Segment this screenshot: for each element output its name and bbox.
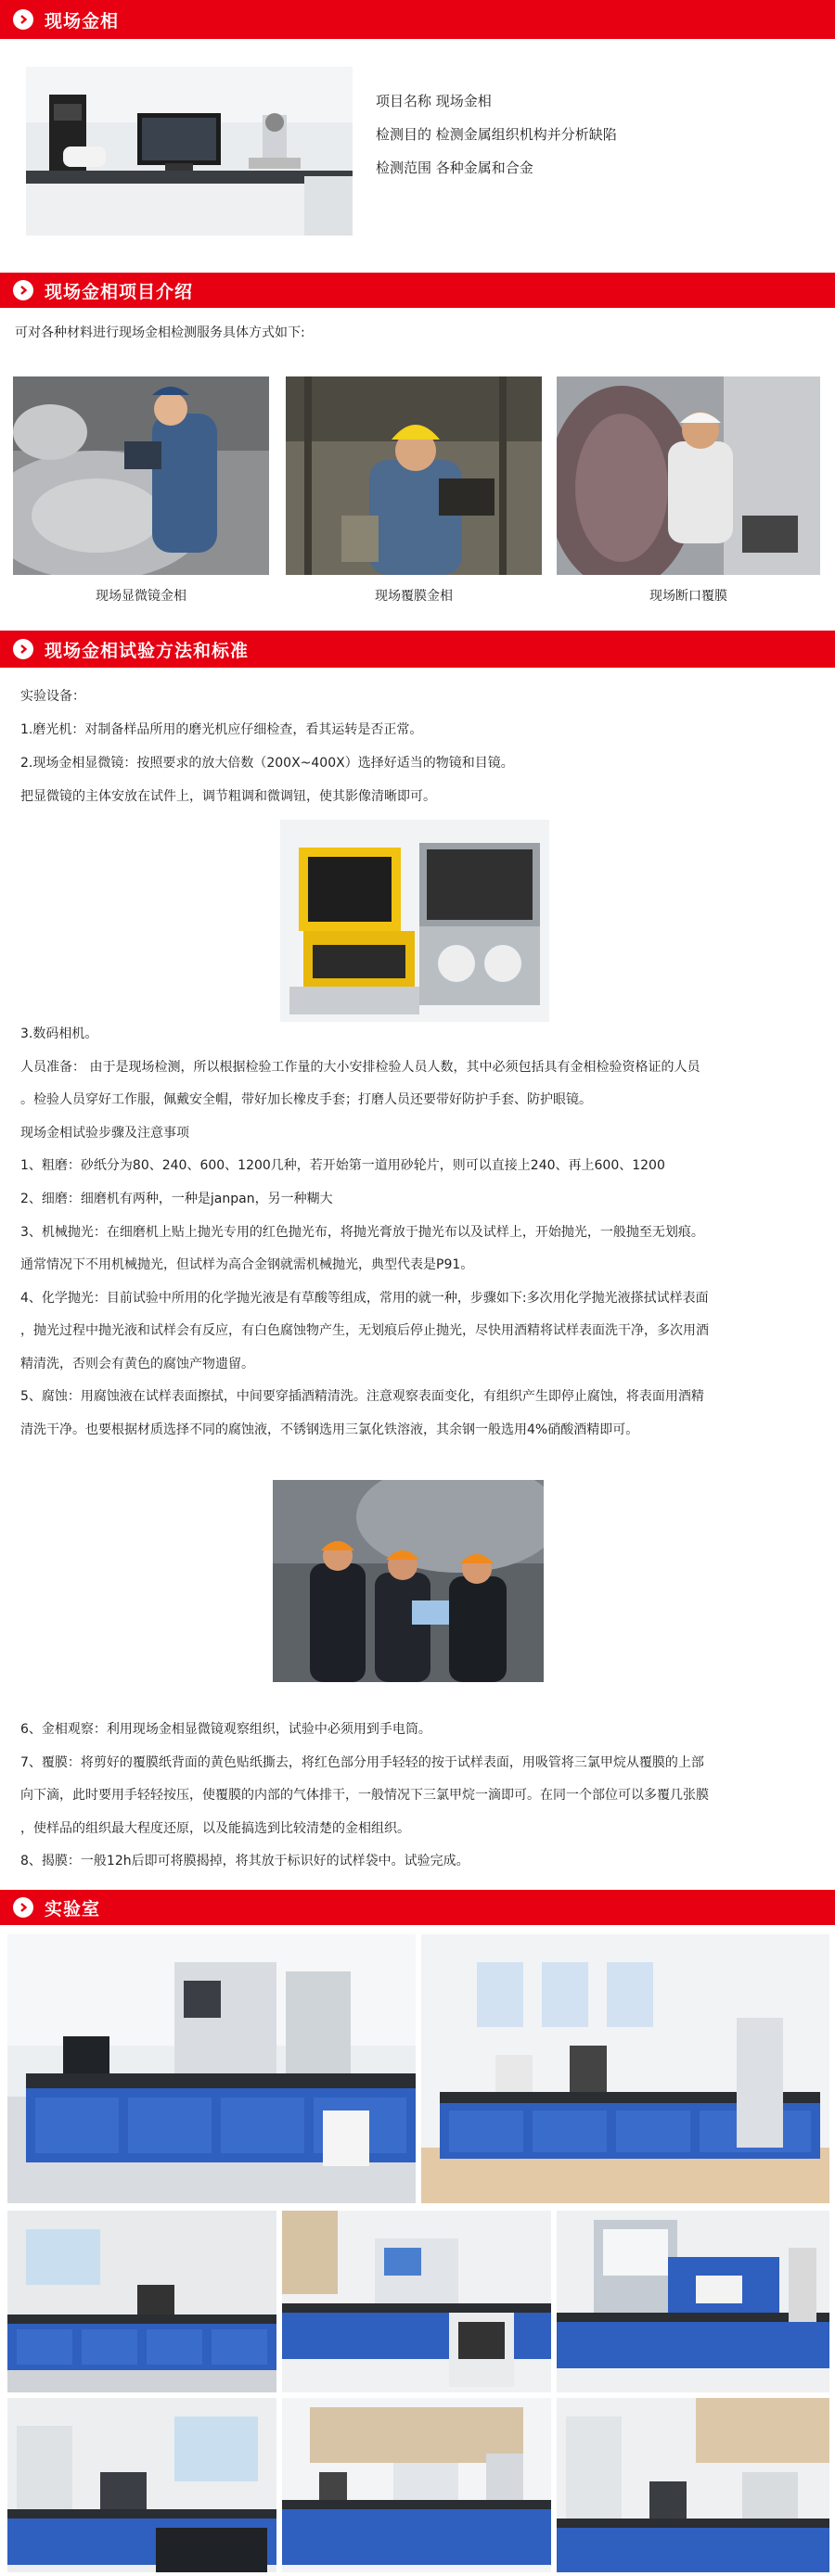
method-text: 2、细磨：细磨机有两种，一种是janpan，另一种糊大	[20, 1192, 333, 1206]
method-text: ，使样品的组织最大程度还原，以及能搞选到比较清楚的金相组织。	[20, 1821, 410, 1836]
project-purpose-line: 检测目的 检测金属组织机构并分析缺陷	[376, 126, 617, 143]
chevron-right-circle-icon	[13, 639, 33, 659]
field-inspection-photo	[273, 1480, 544, 1682]
equipment-case-photo	[280, 820, 549, 1022]
intro-photo-microscope	[13, 376, 269, 575]
method-text: 6、金相观察：利用现场金相显微镜观察组织，试验中必须用到手电筒。	[20, 1722, 431, 1737]
method-text: 实验设备：	[20, 689, 85, 704]
section-title: 现场金相	[45, 10, 120, 32]
project-name-line: 项目名称 现场金相	[376, 93, 492, 109]
intro-photo-film	[286, 376, 542, 575]
caption-fracture: 现场断口覆膜	[649, 589, 727, 604]
chevron-right-circle-icon	[13, 1897, 33, 1918]
lab-photo	[557, 2398, 829, 2572]
method-text: 清洗干净。也要根据材质选择不同的腐蚀液，不锈钢选用三氯化铁溶液，其余钢一般选用4%硝酸酒精即可。	[20, 1422, 639, 1437]
lab-photo	[282, 2211, 551, 2392]
method-text: 精清洗，否则会有黄色的腐蚀产物遗留。	[20, 1357, 254, 1371]
caption-microscope: 现场显微镜金相	[96, 589, 186, 604]
method-text: 8、揭膜：一般12h后即可将膜揭掉，将其放于标识好的试样袋中。试验完成。	[20, 1854, 469, 1868]
lab-photo	[421, 1934, 829, 2203]
method-text: ，抛光过程中抛光液和试样会有反应，有白色腐蚀物产生，无划痕后停止抛光，尽快用酒精将试样表面洗干净，多次用酒	[20, 1323, 709, 1338]
method-text: 2.现场金相显微镜：按照要求的放大倍数（200X~400X）选择好适当的物镜和目镜。	[20, 756, 514, 771]
method-text: 1、粗磨：砂纸分为80、240、600、1200几种，若开始第一道用砂轮片，则可以直接上240、再上600、1200	[20, 1158, 665, 1173]
method-text: 向下滴，此时要用手轻轻按压，使覆膜的内部的气体排干，一般情况下三氯甲烷一滴即可。在同一个部位可以多覆几张膜	[20, 1788, 709, 1803]
intro-photo-fracture	[557, 376, 820, 575]
lab-microscope-photo	[26, 67, 353, 236]
section-title: 现场金相试验方法和标准	[45, 640, 250, 661]
section-bar-test-method	[0, 631, 835, 668]
method-text: 现场金相试验步骤及注意事项	[20, 1126, 189, 1141]
section-bar-site-metallography	[0, 0, 835, 39]
lab-photo	[557, 2211, 829, 2392]
chevron-right-circle-icon	[13, 9, 33, 30]
method-text: 1.磨光机：对制备样品所用的磨光机应仔细检查，看其运转是否正常。	[20, 722, 423, 737]
intro-lead-text: 可对各种材料进行现场金相检测服务具体方式如下:	[15, 325, 305, 340]
method-text: 7、覆膜：将剪好的覆膜纸背面的黄色贴纸撕去，将红色部分用手轻轻的按于试样表面，用吸管将三氯甲烷从覆膜的上部	[20, 1755, 704, 1770]
lab-photo	[7, 1934, 416, 2203]
chevron-right-circle-icon	[13, 280, 33, 300]
method-text: 通常情况下不用机械抛光，但试样为高合金钢就需机械抛光，典型代表是P91。	[20, 1257, 474, 1272]
project-scope-line: 检测范围 各种金属和合金	[376, 159, 533, 176]
lab-photo	[282, 2398, 551, 2572]
method-text: 5、腐蚀：用腐蚀液在试样表面擦拭，中间要穿插酒精清洗。注意观察表面变化，有组织产生即停止腐蚀，将表面用酒精	[20, 1389, 704, 1404]
method-text: 。检验人员穿好工作服，佩戴安全帽，带好加长橡皮手套；打磨人员还要带好防护手套、防护眼镜。	[20, 1092, 592, 1107]
section-title: 实验室	[45, 1898, 101, 1919]
lab-photo	[7, 2211, 276, 2392]
lab-photo	[7, 2398, 276, 2572]
method-text: 3.数码相机。	[20, 1027, 98, 1041]
caption-film: 现场覆膜金相	[375, 589, 453, 604]
method-text: 把显微镜的主体安放在试件上，调节粗调和微调钮，使其影像清晰即可。	[20, 789, 436, 804]
section-bar-project-intro	[0, 273, 835, 308]
method-text: 3、机械抛光：在细磨机上贴上抛光专用的红色抛光布，将抛光膏放于抛光布以及试样上，开始抛光，一般抛至无划痕。	[20, 1225, 704, 1240]
section-title: 现场金相项目介绍	[45, 281, 194, 302]
section-bar-laboratory	[0, 1890, 835, 1925]
method-text: 4、化学抛光：目前试验中所用的化学抛光液是有草酸等组成，常用的就一种，步骤如下:多次用化学抛光液搽拭试样表面	[20, 1291, 709, 1306]
method-text: 人员准备： 由于是现场检测，所以根据检验工作量的大小安排检验人员人数，其中必须包括具有金相检验资格证的人员	[20, 1060, 700, 1075]
